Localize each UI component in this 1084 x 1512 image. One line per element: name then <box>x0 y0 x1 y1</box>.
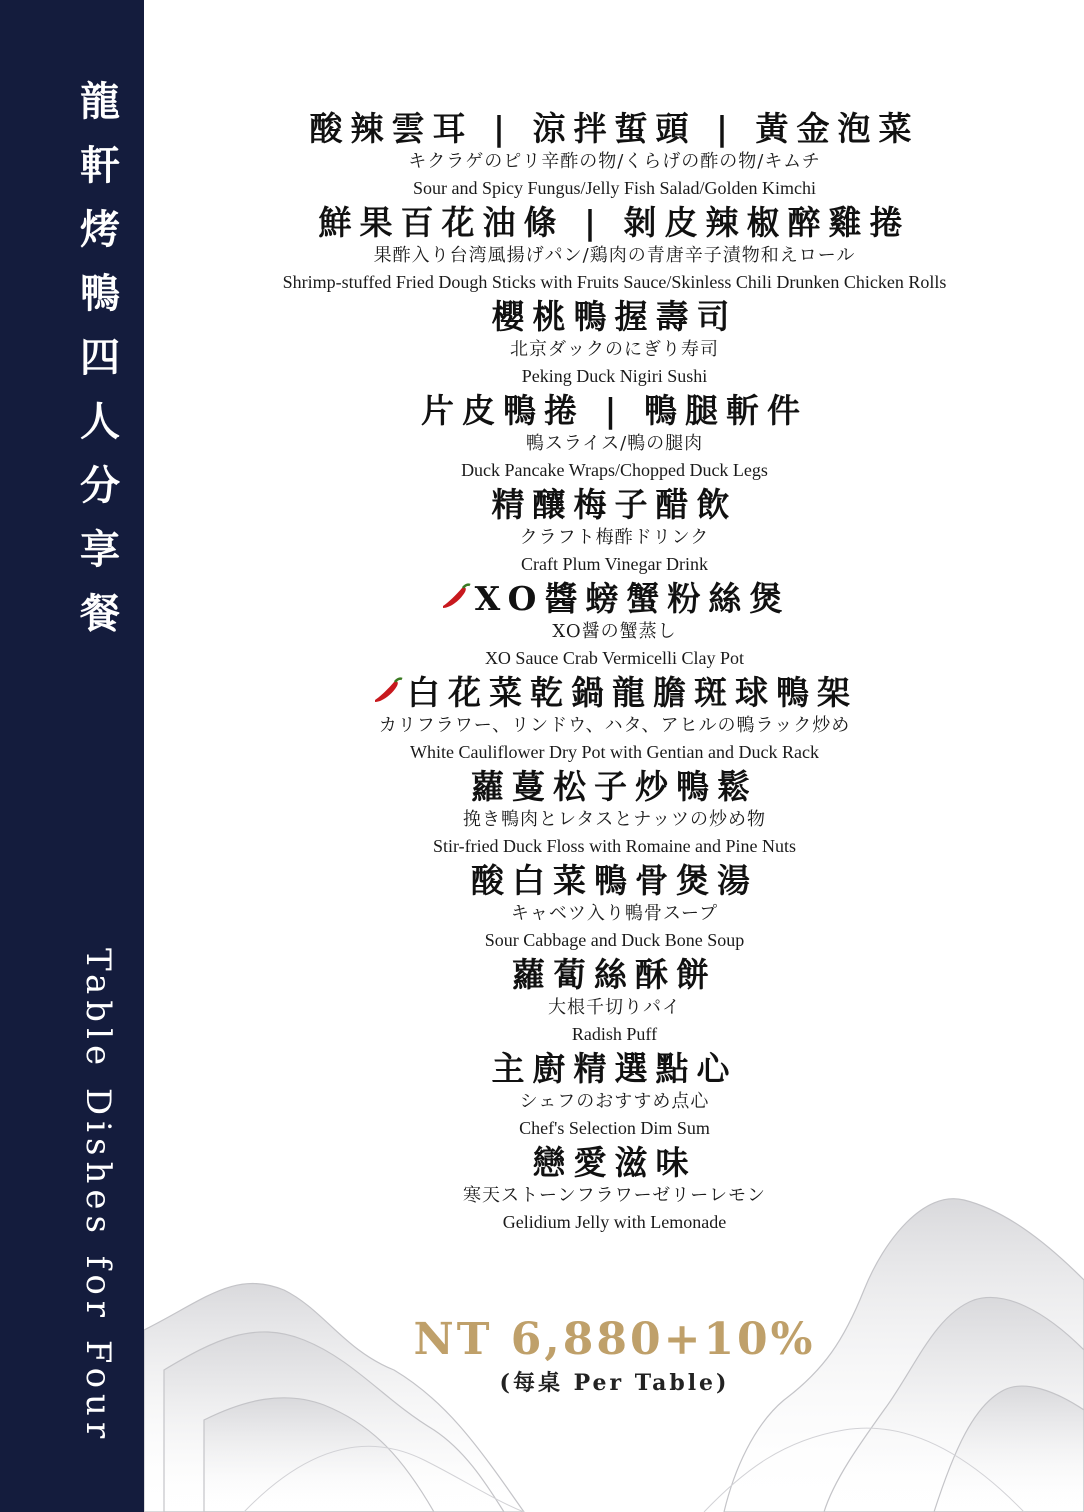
dish-name-chinese <box>145 202 1084 244</box>
dish-name-japanese: 大根千切りパイ <box>548 997 681 1018</box>
menu-item <box>145 484 1084 578</box>
title-char: 龍 <box>80 78 120 125</box>
menu-item <box>145 766 1084 860</box>
dish-name-chinese <box>145 860 1084 902</box>
dish-name-chinese <box>145 578 1084 620</box>
dish-name-japanese: 果酢入り台湾風揚げパン/鶏肉の青唐辛子漬物和えロール <box>373 245 856 266</box>
dish-name-text: 鮮果百花油條 | 剝皮辣椒醉雞捲 <box>318 203 911 242</box>
dish-name-english: Gelidium Jelly with Lemonade <box>502 1212 727 1232</box>
dish-name-chinese <box>145 484 1084 526</box>
dish-name-text: 櫻桃鴨握壽司 <box>491 297 738 336</box>
title-char: 鴨 <box>80 270 120 317</box>
dish-name-chinese <box>145 1048 1084 1090</box>
dish-name-english: White Cauliflower Dry Pot with Gentian and Duck Rack <box>410 742 819 762</box>
dish-name-japanese: 鴨スライス/鴨の腿肉 <box>525 433 704 454</box>
dish-name-chinese <box>145 954 1084 996</box>
dish-name-japanese: 北京ダックのにぎり寿司 <box>510 339 719 360</box>
title-char: 餐 <box>80 590 120 637</box>
dish-name-english: Sour and Spicy Fungus/Jelly Fish Salad/Golden Kimchi <box>413 178 816 198</box>
dish-name-english: XO Sauce Crab Vermicelli Clay Pot <box>484 648 745 668</box>
dish-name-japanese: キクラゲのピリ辛酢の物/くらげの酢の物/キムチ <box>408 151 821 172</box>
menu-item <box>145 390 1084 484</box>
dish-name-text: 蘿蔔絲酥餅 <box>512 955 717 994</box>
dish-name-text: 酸辣雲耳 | 涼拌蜇頭 | 黃金泡菜 <box>309 109 920 148</box>
dish-name-english: Radish Puff <box>571 1024 658 1044</box>
title-char: 軒 <box>80 142 120 189</box>
dish-name-japanese: 挽き鴨肉とレタスとナッツの炒め物 <box>463 809 766 830</box>
menu-item <box>145 860 1084 954</box>
menu-item <box>145 1142 1084 1236</box>
dish-name-chinese <box>145 672 1084 714</box>
dish-name-japanese: クラフト梅酢ドリンク <box>519 527 710 548</box>
dish-name-japanese: 寒天ストーンフラワーゼリーレモン <box>463 1185 766 1206</box>
menu-item <box>145 296 1084 390</box>
dish-name-chinese <box>145 108 1084 150</box>
dish-name-chinese <box>145 296 1084 338</box>
dish-name-text: XO醬螃蟹粉絲煲 <box>474 579 791 618</box>
sidebar <box>0 0 144 1512</box>
title-char: 分 <box>80 462 120 509</box>
chili-pepper-icon <box>439 582 473 612</box>
dish-name-text: 蘿蔓松子炒鴨鬆 <box>471 767 758 806</box>
menu-item <box>145 202 1084 296</box>
dish-name-japanese: XO醤の蟹蒸し <box>552 621 677 642</box>
chili-pepper-icon <box>371 676 405 706</box>
dish-name-text: 片皮鴨捲 | 鴨腿斬件 <box>421 391 808 430</box>
price: NT 6,880+10% <box>413 1314 816 1365</box>
dish-name-english: Duck Pancake Wraps/Chopped Duck Legs <box>461 460 768 480</box>
menu-item <box>145 108 1084 202</box>
dish-name-japanese: キャベツ入り鴨骨スープ <box>510 903 719 924</box>
title-char: 享 <box>80 526 120 573</box>
dish-name-text: 白花菜乾鍋龍膽斑球鴨架 <box>407 673 858 712</box>
menu-item <box>145 578 1084 672</box>
dish-name-japanese: カリフラワー、リンドウ、ハタ、アヒルの鴨ラック炒め <box>378 715 851 736</box>
dish-name-english: Stir-fried Duck Floss with Romaine and Pine Nuts <box>432 836 797 856</box>
dish-name-text: 精釀梅子醋飲 <box>491 485 738 524</box>
dish-name-text: 主廚精選點心 <box>491 1049 738 1088</box>
price-note: (每桌 Per Table) <box>499 1370 730 1396</box>
dish-name-text: 酸白菜鴨骨煲湯 <box>471 861 758 900</box>
dish-name-english: Peking Duck Nigiri Sushi <box>521 366 708 386</box>
title-char: 四 <box>80 334 120 381</box>
sidebar-title-english: Table Dishes for Four <box>78 948 118 1445</box>
menu-item <box>145 1048 1084 1142</box>
title-char: 人 <box>80 398 120 445</box>
dish-name-english: Sour Cabbage and Duck Bone Soup <box>484 930 745 950</box>
dish-name-chinese <box>145 766 1084 808</box>
dish-name-chinese <box>145 1142 1084 1184</box>
dish-name-text: 戀愛滋味 <box>532 1143 697 1182</box>
sidebar-title-chinese <box>70 70 130 646</box>
menu-item <box>145 954 1084 1048</box>
dish-name-japanese: シェフのおすすめ点心 <box>519 1091 710 1112</box>
dish-name-english: Shrimp-stuffed Fried Dough Sticks with Fruits Sauce/Skinless Chili Drunken Chicken Rolls <box>282 272 947 292</box>
dish-name-english: Chef's Selection Dim Sum <box>519 1118 710 1138</box>
menu-item <box>145 672 1084 766</box>
dish-name-chinese <box>145 390 1084 432</box>
menu-list <box>145 108 1084 1236</box>
title-char: 烤 <box>80 206 120 253</box>
dish-name-english: Craft Plum Vinegar Drink <box>520 554 709 574</box>
